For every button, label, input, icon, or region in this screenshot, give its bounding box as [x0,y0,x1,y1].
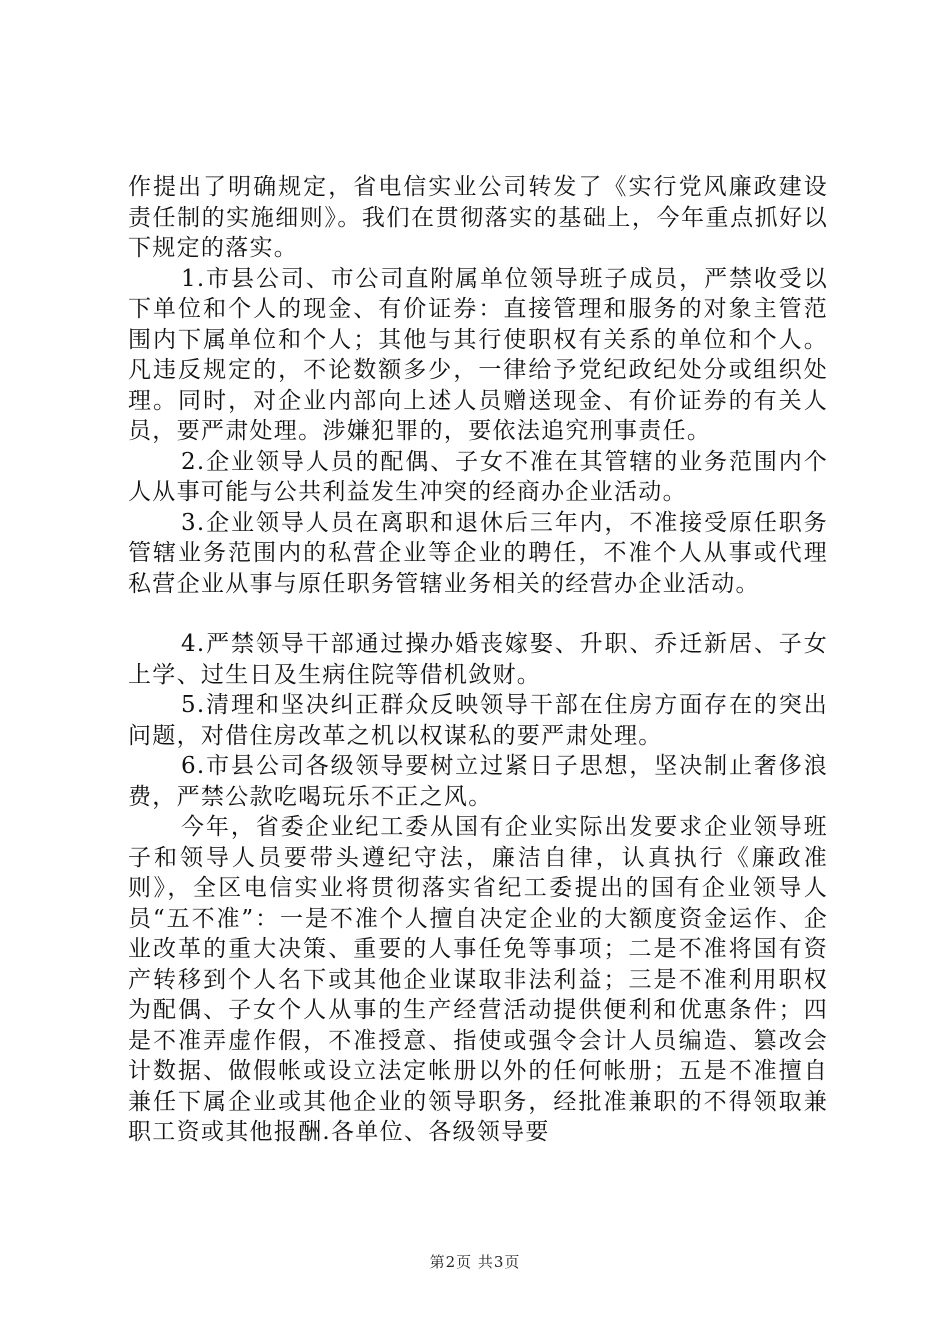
paragraph-item-3: 3.企业领导人员在离职和退休后三年内，不准接受原任职务管辖业务范围内的私营企业等企业的聘任，不准个人从事或代理私营企业从事与原任职务管辖业务相关的经营办企业活动。 [128,509,828,597]
paragraph-item-4: 4.严禁领导干部通过操办婚丧嫁娶、升职、乔迁新居、子女上学、过生日及生病住院等借机敛财。 [128,631,828,688]
paragraph-item-1: 1.市县公司、市公司直附属单位领导班子成员，严禁收受以下单位和个人的现金、有价证券：直接管理和服务的对象主管范围内下属单位和个人；其他与其行使职权有关系的单位和个人。凡违反规定的，不论数额多少，一律给予党纪政纪处分或组织处理。同时，对企业内部向上述人员赠送现金、有价证券的有关人员，要严肃处理。涉嫌犯罪的，要依法追究刑事责任。 [128,265,828,444]
page-number-footer: 第2页 共3页 [429,1253,521,1271]
paragraph-intro: 作提出了明确规定，省电信实业公司转发了《实行党风廉政建设责任制的实施细则》。我们在贯彻落实的基础上，今年重点抓好以下规定的落实。 [128,174,828,261]
paragraph-five-prohibitions: 今年，省委企业纪工委从国有企业实际出发要求企业领导班子和领导人员要带头遵纪守法，廉洁自律，认真执行《廉政准则》，全区电信实业将贯彻落实省纪工委提出的国有企业领导人员“五不准”：一是不准个人擅自决定企业的大额度资金运作、企业改革的重大决策、重要的人事任免等事项；二是不准将国有资产转移到个人名下或其他企业谋取非法利益；三是不准利用职权为配偶、子女个人从事的生产经营活动提供便利和优惠条件；四是不准弄虚作假，不准授意、指使或强令会计人员编造、篡改会计数据、做假帐或设立法定帐册以外的任何帐册；五是不准擅自兼任下属企业或其他企业的领导职务，经批准兼职的不得领取兼职工资或其他报酬.各单位、各级领导要 [128,814,828,1145]
document-body [128,172,828,1148]
paragraph-gap [128,599,828,629]
paragraph-item-2: 2.企业领导人员的配偶、子女不准在其管辖的业务范围内个人从事可能与公共利益发生冲突的经商办企业活动。 [128,448,828,505]
paragraph-item-6: 6.市县公司各级领导要树立过紧日子思想，坚决制止奢侈浪费，严禁公款吃喝玩乐不正之风。 [128,753,828,810]
paragraph-item-5: 5.清理和坚决纠正群众反映领导干部在住房方面存在的突出问题，对借住房改革之机以权谋私的要严肃处理。 [128,692,828,749]
